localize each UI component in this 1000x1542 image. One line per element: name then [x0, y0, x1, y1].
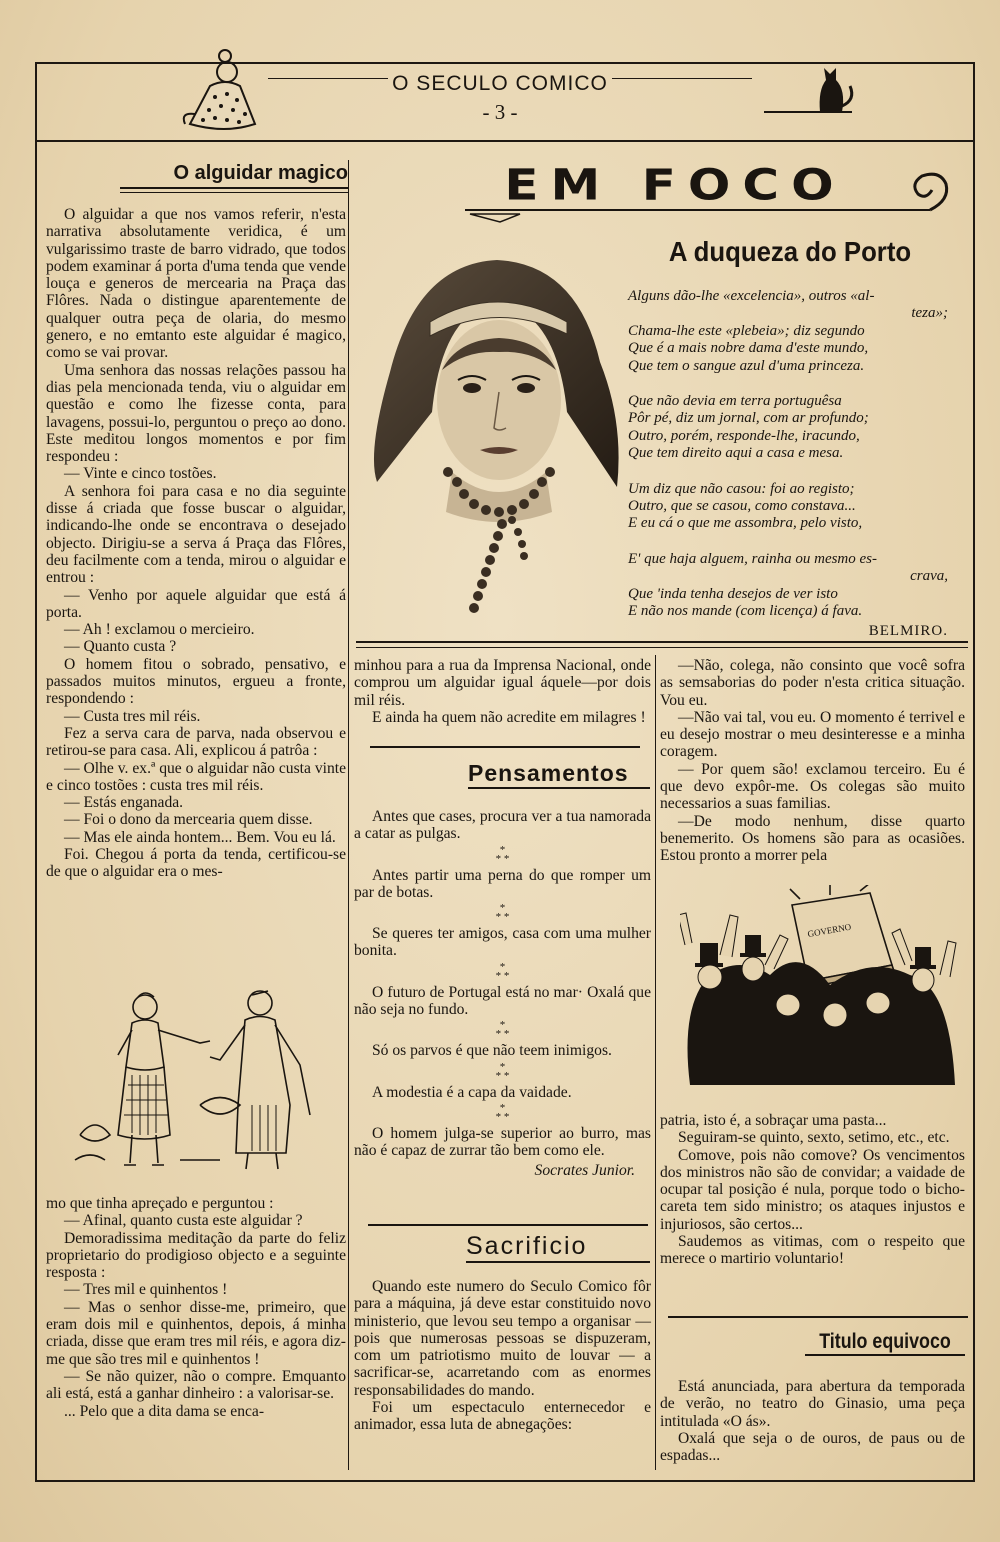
- paragraph: — Estás enganada.: [64, 794, 184, 812]
- paragraph: minhou para a rua da Imprensa Nacional, onde comprou um alguidar igual áquele—por dois mil réis.: [354, 657, 651, 709]
- paragraph: Seguiram-se quinto, sexto, setimo, etc., etc.: [678, 1129, 950, 1147]
- paragraph: Foi. Chegou á porta da tenda, certificou-se de que o alguidar era o mes-: [46, 845, 346, 881]
- paragraph: Comove, pois não comove? Os vencimentos dos ministros não são de convidar; a vaidade de ocupar tal posição é nula, porque todo o bicho-careta tem sido ministro; os ataques injustos e injuriosos, são certos...: [660, 1146, 965, 1233]
- alguidar-text-top: [46, 206, 346, 881]
- poem-line: Outro, porém, responde-lhe, iracundo,: [628, 427, 860, 444]
- thought-item: O homem julga-se superior ao burro, mas não é capaz de zurrar tão bem como ele.: [354, 1124, 651, 1160]
- paragraph: — Ah ! exclamou o mercieiro.: [64, 621, 255, 639]
- poem-line: Um diz que não casou: foi ao registo;: [628, 480, 855, 497]
- paragraph: — Custa tres mil réis.: [64, 707, 201, 725]
- paragraph: —Não vai tal, vou eu. O momento é terrivel e eu desejo mostrar o meu desinteresse e a minha coragem.: [660, 708, 965, 761]
- paragraph: — Mas ele ainda hontem... Bem. Vou eu lá.: [64, 828, 336, 846]
- paragraph: —De modo nenhum, disse quarto benemerito. Os homens são para as ocasiões. Estou pronto a morrer pela: [660, 812, 965, 865]
- duqueza-title: A duqueza do Porto: [668, 236, 912, 267]
- paragraph: — Vinte e cinco tostões.: [64, 465, 217, 483]
- thought-item: Antes partir uma perna do que romper um par de botas.: [354, 866, 651, 901]
- pensamentos-title: Pensamentos: [468, 760, 629, 786]
- pensamentos-title-box: [468, 760, 650, 790]
- poem-line: Que tem o sangue azul d'uma princeza.: [628, 357, 865, 374]
- paragraph: O homem fitou o sobrado, pensativo, e passados muitos minutos, ergueu a fronte, respondendo :: [46, 655, 346, 708]
- em-foco-rule-top: [356, 641, 968, 643]
- paragraph: mo que tinha apreçado e perguntou :: [46, 1195, 274, 1212]
- poem-author: BELMIRO.: [868, 622, 948, 639]
- paragraph: — Venho por aquele alguidar que está á porta.: [46, 586, 346, 621]
- poem-line: Chama-lhe este «plebeia»; diz segundo: [628, 322, 865, 339]
- paragraph: Quando este numero do Seculo Comico fôr para a máquina, já deve estar constituido novo ministerio, que levou seu tempo a organisar — pois que numerosas pessoas se dispuzeram, com um patriotismo muito de louvar — a sacrificar-se, acarretando com as enormes responsabilidades do mando.: [354, 1278, 651, 1399]
- right-frame-rule: [973, 62, 975, 1482]
- lady-and-shopkeeper-illustration: [60, 985, 340, 1185]
- sacrificio-conclusion: [660, 1112, 965, 1268]
- poem-line: E' que haja alguem, rainha ou mesmo es-: [628, 550, 878, 567]
- thought-item: A modestia é a capa da vaidade.: [372, 1083, 572, 1101]
- paragraph: Está anunciada, para abertura da temporada de verão, no teatro do Ginasio, uma peça intitulada «O ás».: [660, 1378, 965, 1430]
- paragraph: — Se não quizer, não o compre. Emquanto ali está, está a ganhar dinheiro : a valorisar-se.: [46, 1367, 346, 1403]
- doll-ornament-icon: [175, 42, 270, 134]
- paragraph: patria, isto é, a sobraçar uma pasta...: [660, 1112, 887, 1129]
- paragraph: — Mas o senhor disse-me, primeiro, que eram dois mil e quinhentos, depois, á minha criada, disse que eram tres mil réis, e agora diz-me que são tres mil e quinhentos !: [46, 1298, 346, 1368]
- header-rule: [35, 140, 975, 142]
- titulo-title: Titulo equivoco: [819, 1330, 951, 1353]
- paragraph: — Quanto custa ?: [64, 638, 177, 656]
- paragraph: Saudemos as vitimas, com o respeito que merece o martirio voluntario!: [660, 1233, 965, 1268]
- paragraph: O alguidar a que nos vamos referir, n'esta narrativa absolutamente veridica, é um vulgarissimo traste de barro vidrado, que todos podem examinar á porta d'uma tenda que vende louça e generos de mercearia na Praça das Flôres. Nada o distingue aparentemente de qualquer outra peça de olaria, do mesmo genero, e no emtanto este alguidar é magico, como se vai provar.: [46, 206, 346, 362]
- pensamentos-signature: Socrates Junior.: [534, 1161, 635, 1179]
- em-foco-rule-bottom: [356, 647, 968, 648]
- paragraph: — Tres mil e quinhentos !: [64, 1281, 228, 1299]
- poem-line: Que não devia em terra portuguêsa: [628, 393, 842, 410]
- alguidar-text-bottom: [46, 1195, 346, 1420]
- paragraph: — Afinal, quanto custa este alguidar ?: [64, 1212, 303, 1230]
- poem-line: Que é a mais nobre dama d'este mundo,: [628, 340, 869, 357]
- cat-ornament-icon: [760, 50, 860, 116]
- poem-line: E não nos mande (com licença) á fava.: [628, 603, 863, 620]
- pensamentos-list: Antes que cases, procura ver a tua namorada a catar as pulgas. * * * Antes partir uma perna do que romper um par de botas. * * * Se queres ter amigos, casa com uma mulher bonita. * * * O futuro de Portugal está no mar· Oxalá que não seja no fundo. * * * Só os parvos é que não teem inimigos. * * * A modestia é a capa da vaidade. * * * O homem julga-se superior ao burro, mas não é capaz de zurrar tão bem como ele. Socrates Junior.: [354, 808, 651, 1179]
- paragraph: — Foi o dono da mercearia quem disse.: [64, 811, 313, 829]
- paragraph: Uma senhora das nossas relações passou ha dias pela mencionada tenda, viu o alguidar em questão e como lhe fizesse conta, para lavagens, possui-lo, perguntou o preço ao dono. Este meditou longos momentos e por fim respondeu :: [46, 361, 346, 466]
- section-divider: [360, 746, 650, 749]
- alguidar-title: O alguidar magico: [173, 162, 348, 184]
- section-divider: [368, 1224, 648, 1227]
- paragraph: Foi um espectaculo enternecedor e animador, essa luta de abnegações:: [354, 1399, 651, 1434]
- alguidar-title-box: [120, 162, 348, 193]
- left-frame-rule: [35, 62, 37, 1482]
- poem-line: E eu cá o que me assombra, pelo visto,: [628, 515, 863, 532]
- bottom-frame-rule: [35, 1480, 975, 1482]
- titulo-text: [660, 1378, 965, 1464]
- sacrificio-title-box: [466, 1232, 650, 1264]
- alguidar-continuation: [354, 657, 651, 726]
- poem-line: Outro, que se casou, como constava...: [628, 498, 856, 515]
- poem-line: Que 'inda tenha desejos de ver isto: [628, 585, 838, 602]
- duchess-portrait-illustration: [362, 252, 632, 622]
- em-foco-banner: EM FOCO: [504, 160, 846, 210]
- poem-line: Que tem direito aqui a casa e mesa.: [628, 445, 844, 462]
- sacrificio-text: [354, 1278, 651, 1434]
- duqueza-poem: [628, 288, 948, 640]
- column-rule-1: [348, 160, 349, 1470]
- governo-label: GOVERNO: [806, 921, 852, 940]
- thought-item: Antes que cases, procura ver a tua namorada a catar as pulgas.: [354, 808, 651, 843]
- ministers-crowd-illustration: [680, 885, 960, 1095]
- paragraph: Fez a serva cara de parva, nada observou e retirou-se para casa. Ali, explicou á patrôa :: [46, 724, 346, 760]
- banner-flourish-icon: [460, 160, 960, 226]
- paragraph: Demoradissima meditação da parte do feliz proprietario do prodigioso objecto e a seguinte resposta :: [46, 1229, 346, 1282]
- sacrificio-title: Sacrificio: [466, 1232, 588, 1260]
- poem-line: crava,: [910, 568, 948, 585]
- page-number: - 3 -: [482, 100, 518, 124]
- paragraph: —Não, colega, não consinto que você sofra as semsaborias do poder n'esta critica situação. Vou eu.: [660, 657, 965, 709]
- column-rule-2: [655, 655, 656, 1470]
- titulo-title-box: [805, 1330, 965, 1357]
- thought-item: O futuro de Portugal está no mar· Oxalá que não seja no fundo.: [354, 983, 651, 1019]
- newspaper-title: O SECULO COMICO: [392, 72, 608, 95]
- paragraph: Oxalá que seja o de ouros, de paus ou de espadas...: [660, 1429, 965, 1465]
- paragraph: E ainda ha quem não acredite em milagres !: [372, 708, 646, 726]
- paragraph: — Olhe v. ex.ª que o alguidar não custa vinte e cinco tostões : custa tres mil réis.: [46, 759, 346, 794]
- thought-item: Se queres ter amigos, casa com uma mulher bonita.: [354, 925, 651, 960]
- poem-line: teza»;: [911, 305, 948, 322]
- sacrificio-dialogue: [660, 657, 965, 865]
- paragraph: — Por quem são! exclamou terceiro. Eu é que devo expôr-me. Os colegas são muito necessarios a suas familias.: [660, 760, 965, 813]
- thought-item: Só os parvos é que não teem inimigos.: [372, 1042, 612, 1060]
- paragraph: ... Pelo que a dita dama se enca-: [64, 1402, 265, 1420]
- poem-line: Alguns dão-lhe «excelencia», outros «al-: [628, 288, 875, 304]
- section-divider: [668, 1316, 968, 1319]
- paragraph: A senhora foi para casa e no dia seguinte disse á criada que fosse buscar o alguidar, indicando-lhe onde se encontrava o desejado objecto. Dirigiu-se a serva á Praça das Flôres, deu facilmente com a tenda, mirou o alguidar e entrou :: [46, 482, 346, 587]
- poem-line: Pôr pé, diz um jornal, com ar profundo;: [628, 410, 869, 427]
